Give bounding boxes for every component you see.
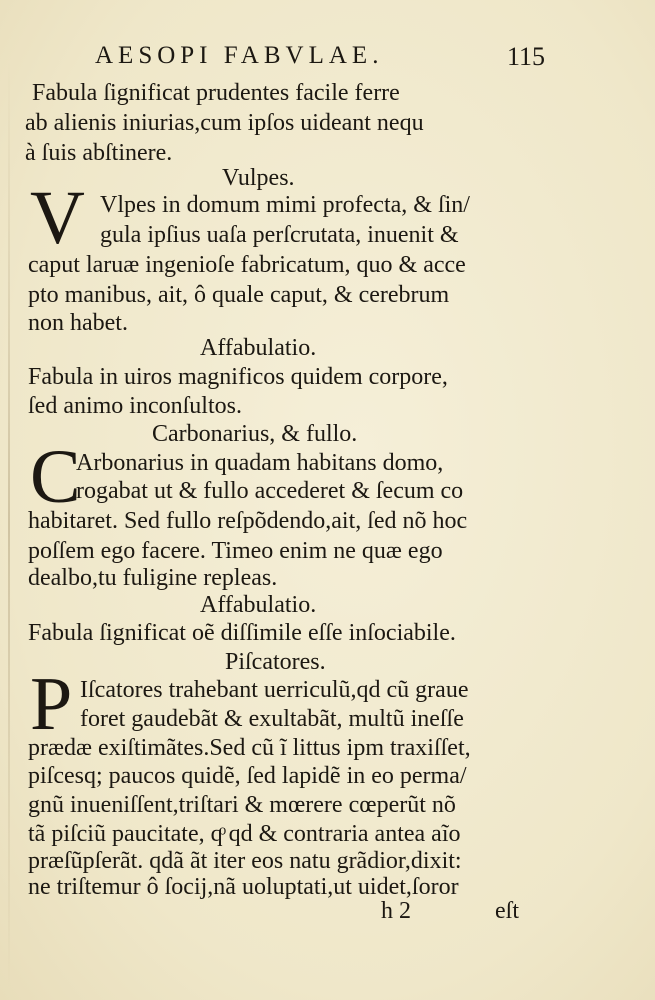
catchword: eſt (495, 898, 519, 924)
text-line: habitaret. Sed fullo reſpõdendo,ait, ſed nõ hoc (28, 508, 468, 534)
drop-capital: P (30, 662, 73, 746)
affabulatio-heading: Affabulatio. (200, 335, 317, 361)
text-line: Fabula ſignificat oẽ diſſimile eſſe inſociabile. (28, 620, 456, 646)
text-line: tã piſciũ paucitate, qͦ qd & contraria antea aĩo (28, 821, 461, 847)
text-line: poſſem ego facere. Timeo enim ne quæ ego (28, 538, 443, 564)
text-line: piſcesq; paucos quidẽ, ſed lapidẽ in eo perma/ (28, 763, 467, 789)
page-header (95, 42, 545, 74)
text-line: à ſuis abſtinere. (25, 140, 173, 166)
text-line: dealbo,tu fuligine repleas. (28, 565, 278, 591)
text-line: caput laruæ ingenioſe fabricatum, quo & acce (28, 252, 466, 278)
text-line: Arbonarius in quadam habitans domo, (76, 450, 444, 476)
text-line: ſed animo inconſultos. (28, 393, 242, 419)
text-line: præſũpſerãt. qdã ãt iter eos natu grãdior,dixit: (28, 848, 462, 874)
text-line: rogabat ut & fullo accederet & ſecum co (76, 478, 464, 504)
text-line: Fabula ſignificat prudentes facile ferre (32, 80, 400, 106)
text-line: foret gaudebãt & exultabãt, multũ ineſſe (80, 706, 464, 732)
page-number: 115 (506, 42, 545, 71)
signature-mark: h 2 (381, 898, 411, 924)
text-line: non habet. (28, 310, 128, 336)
text-line: ab alienis iniurias,cum ipſos uideant nequ (25, 110, 424, 136)
drop-capital: V (30, 176, 85, 260)
text-line: Vlpes in domum mimi profecta, & ſin/ (100, 192, 470, 218)
text-line: gula ipſius uaſa perſcrutata, inuenit & (100, 222, 459, 248)
running-head: AESOPI FABVLAE. (95, 42, 384, 69)
drop-capital: C (30, 435, 81, 519)
text-line: prædæ exiſtimãtes.Sed cũ ĩ littus ipm traxiſſet, (28, 735, 471, 761)
fable-title: Piſcatores. (225, 649, 326, 675)
fable-title: Vulpes. (222, 165, 295, 191)
text-line: ne triſtemur ô ſocij,nã uoluptati,ut uidet,ſoror (28, 874, 459, 900)
fable-title: Carbonarius, & fullo. (152, 421, 358, 447)
page-footer (0, 898, 655, 928)
text-line: gnũ inueniſſent,triſtari & mœrere cœperũt nõ (28, 792, 456, 818)
affabulatio-heading: Affabulatio. (200, 592, 317, 618)
text-line: Iſcatores trahebant uerriculũ,qd cũ graue (80, 677, 469, 703)
text-line: pto manibus, ait, ô quale caput, & cerebrum (28, 282, 450, 308)
text-line: Fabula in uiros magnificos quidem corpore, (28, 364, 448, 390)
